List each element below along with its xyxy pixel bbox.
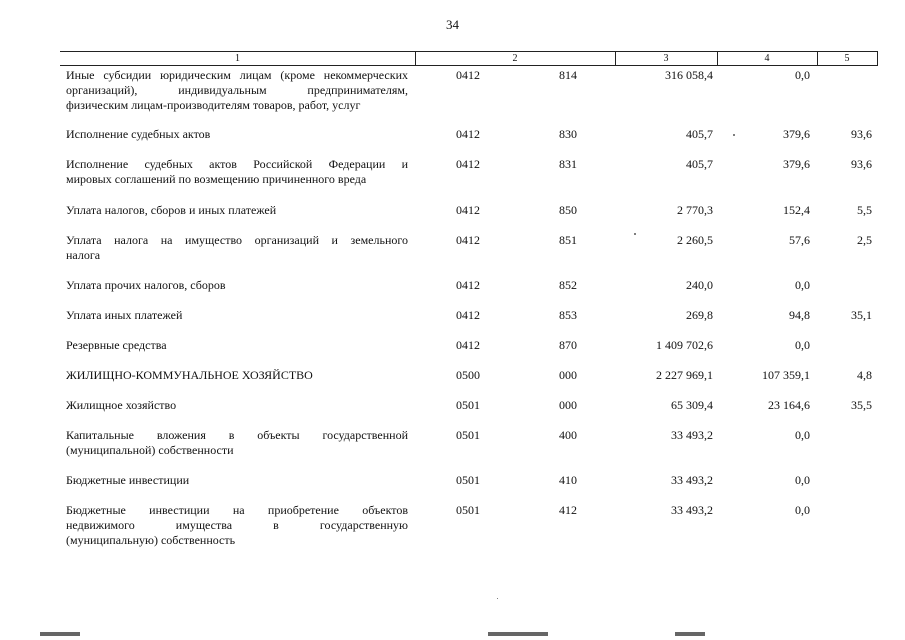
plan-amount: 33 493,2 [671,428,713,442]
percent-executed: 93,6 [851,157,872,171]
plan-amount: 2 227 969,1 [656,368,713,382]
row-name-line: Уплата иных платежей [66,308,183,322]
row-name-line: Бюджетные инвестиции [66,473,190,487]
scan-speck [497,598,498,599]
row-name [66,398,408,413]
header-col-1: 1 [235,53,240,64]
row-name-line: недвижимого имущества в государственную [66,518,408,532]
row-name [66,203,408,218]
section-code: 0501 [456,428,480,442]
expense-type-code: 830 [559,127,577,141]
actual-amount: 0,0 [795,473,810,487]
header-col-5: 5 [844,53,850,64]
row-name [66,503,408,548]
percent-executed: 35,1 [851,308,872,322]
actual-amount: 23 164,6 [768,398,810,412]
row-name-line: Капитальные вложения в объекты государственной [66,428,408,442]
section-code: 0412 [456,203,480,217]
header-col-3: 3 [663,53,669,64]
actual-amount: 107 359,1 [762,368,810,382]
expense-type-code: 000 [559,368,577,382]
plan-amount: 33 493,2 [671,503,713,517]
expense-type-code: 870 [559,338,577,352]
row-name [66,308,408,323]
row-name [66,338,408,353]
percent-executed: 35,5 [851,398,872,412]
row-name [66,233,408,263]
row-name [66,428,408,458]
row-name [66,473,408,488]
row-name [66,157,408,187]
row-name-line: Бюджетные инвестиции на приобретение объектов [66,503,408,517]
row-name-line: (муниципальной) собственности [66,443,234,457]
header-bottom-rule [60,65,878,66]
plan-amount: 240,0 [686,278,713,292]
actual-amount: 57,6 [789,233,810,247]
expense-type-code: 851 [559,233,577,247]
row-name [66,368,408,383]
percent-executed: 5,5 [857,203,872,217]
actual-amount: 0,0 [795,428,810,442]
actual-amount: 379,6 [783,127,810,141]
row-name-line: Жилищное хозяйство [66,398,177,412]
row-name-line: Уплата прочих налогов, сборов [66,278,226,292]
plan-amount: 2 260,5 [677,233,713,247]
row-name-line: Исполнение судебных актов Российской Федерации и [66,157,408,171]
expense-type-code: 410 [559,473,577,487]
actual-amount: 0,0 [795,338,810,352]
actual-amount: 379,6 [783,157,810,171]
scan-speck [733,134,735,136]
expense-type-code: 412 [559,503,577,517]
row-name-line: налога [66,248,101,262]
plan-amount: 65 309,4 [671,398,713,412]
row-name-line: мировых соглашений по возмещению причиненного вреда [66,172,367,186]
section-code: 0412 [456,308,480,322]
section-code: 0412 [456,233,480,247]
header-col-4: 4 [764,53,770,64]
expense-type-code: 831 [559,157,577,171]
section-code: 0412 [456,278,480,292]
row-name-line: физическим лицам-производителям товаров, работ, услуг [66,98,361,112]
percent-executed: 93,6 [851,127,872,141]
scan-speck [634,233,636,235]
row-name-line: организаций), индивидуальным предпринимателям, [66,83,408,97]
percent-executed: 4,8 [857,368,872,382]
row-name [66,127,408,142]
expense-type-code: 850 [559,203,577,217]
scan-edge-artifact [488,632,548,636]
plan-amount: 33 493,2 [671,473,713,487]
actual-amount: 0,0 [795,68,810,82]
row-name-line: Уплата налогов, сборов и иных платежей [66,203,277,217]
plan-amount: 2 770,3 [677,203,713,217]
row-name-line: ЖИЛИЩНО-КОММУНАЛЬНОЕ ХОЗЯЙСТВО [66,368,313,382]
header-col-2: 2 [512,53,518,64]
expense-type-code: 852 [559,278,577,292]
row-name [66,68,408,113]
row-name-line: Иные субсидии юридическим лицам (кроме некоммерческих [66,68,408,82]
plan-amount: 405,7 [686,157,713,171]
section-code: 0501 [456,473,480,487]
section-code: 0412 [456,157,480,171]
row-name-line: Резервные средства [66,338,167,352]
plan-amount: 316 058,4 [665,68,713,82]
expense-type-code: 814 [559,68,577,82]
row-name-line: Исполнение судебных актов [66,127,211,141]
actual-amount: 0,0 [795,278,810,292]
plan-amount: 405,7 [686,127,713,141]
section-code: 0412 [456,68,480,82]
plan-amount: 1 409 702,6 [656,338,713,352]
actual-amount: 0,0 [795,503,810,517]
section-code: 0501 [456,503,480,517]
section-code: 0412 [456,338,480,352]
row-name-line: Уплата налога на имущество организаций и земельного [66,233,408,247]
section-code: 0500 [456,368,480,382]
actual-amount: 152,4 [783,203,810,217]
row-name [66,278,408,293]
expense-type-code: 000 [559,398,577,412]
header-divider [877,51,878,66]
expense-type-code: 400 [559,428,577,442]
actual-amount: 94,8 [789,308,810,322]
page-number: 34 [446,17,459,32]
percent-executed: 2,5 [857,233,872,247]
scan-edge-artifact [675,632,705,636]
section-code: 0501 [456,398,480,412]
plan-amount: 269,8 [686,308,713,322]
expense-type-code: 853 [559,308,577,322]
row-name-line: (муниципальную) собственность [66,533,236,547]
section-code: 0412 [456,127,480,141]
scan-edge-artifact [40,632,80,636]
